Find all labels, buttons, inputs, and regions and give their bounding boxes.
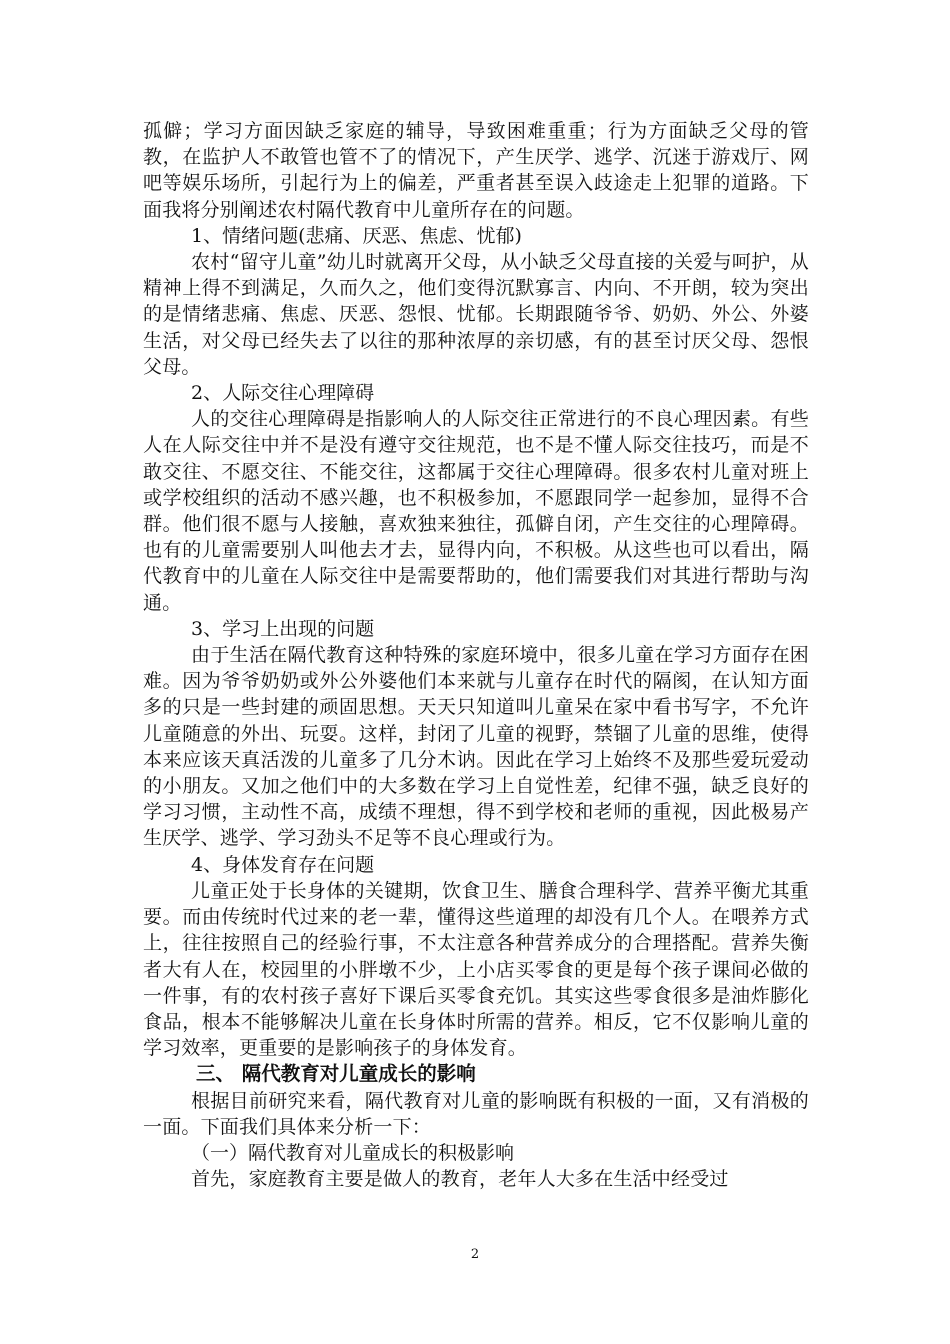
heading-learning-problems: 3、学习上出现的问题	[191, 617, 375, 640]
heading-physical-development: 4、身体发育存在问题	[191, 853, 375, 876]
heading-social-barriers: 2、人际交往心理障碍	[191, 382, 375, 405]
intro-continuation-paragraph: 孤僻；学习方面因缺乏家庭的辅导，导致困难重重；行为方面缺乏父母的管教，在监护人不敢管也管不了的情况下，产生厌学、逃学、沉迷于游戏厅、网吧等娱乐场所，引起行为上的偏差，严重者甚至误入歧途走上犯罪的道路。下面我将分别阐述农村隔代教育中儿童所存在的问题。	[143, 120, 809, 221]
section-three-heading: 三、 隔代教育对儿童成长的影响	[196, 1062, 476, 1086]
paragraph-positive-impact: 首先，家庭教育主要是做人的教育，老年人大多在生活中经受过	[191, 1168, 729, 1191]
heading-emotional-problems: 1、情绪问题(悲痛、厌恶、焦虑、忧郁)	[191, 224, 522, 247]
page-number: 2	[470, 1247, 480, 1262]
paragraph-emotional-problems: 农村“留守儿童”幼儿时就离开父母，从小缺乏父母直接的关爱与呵护，从精神上得不到满足，久而久之，他们变得沉默寡言、内向、不开朗，较为突出的是情绪悲痛、焦虑、厌恶、怨恨、忧郁。长期跟随爷爷、奶奶、外公、外婆生活，对父母已经失去了以往的那种浓厚的亲切感，有的甚至讨厌父母、怨恨父母。	[143, 251, 809, 378]
subheading-positive-impact: （一）隔代教育对儿童成长的积极影响	[191, 1141, 515, 1164]
paragraph-section-three-intro: 根据目前研究来看，隔代教育对儿童的影响既有积极的一面，又有消极的一面。下面我们具体来分析一下：	[143, 1089, 809, 1138]
paragraph-learning-problems: 由于生活在隔代教育这种特殊的家庭环境中，很多儿童在学习方面存在困难。因为爷爷奶奶或外公外婆他们本来就与儿童存在时代的隔阂，在认知方面多的只是一些封建的顽固思想。天天只知道叫儿童呆在家中看书写字，不允许儿童随意的外出、玩耍。这样，封闭了儿童的视野，禁锢了儿童的思维，使得本来应该天真活泼的儿童多了几分木讷。因此在学习上始终不及那些爱玩爱动的小朋友。又加之他们中的大多数在学习上自觉性差，纪律不强，缺乏良好的学习习惯，主动性不高，成绩不理想，得不到学校和老师的重视，因此极易产生厌学、逃学、学习劲头不足等不良心理或行为。	[143, 644, 809, 850]
paragraph-social-barriers: 人的交往心理障碍是指影响人的人际交往正常进行的不良心理因素。有些人在人际交往中并不是没有遵守交往规范，也不是不懂人际交往技巧，而是不敢交往、不愿交往、不能交往，这都属于交往心理障碍。很多农村儿童对班上或学校组织的活动不感兴趣，也不积极参加，不愿跟同学一起参加，显得不合群。他们很不愿与人接触，喜欢独来独往，孤僻自闭，产生交往的心理障碍。也有的儿童需要别人叫他去才去，显得内向，不积极。从这些也可以看出，隔代教育中的儿童在人际交往中是需要帮助的，他们需要我们对其进行帮助与沟通。	[143, 408, 809, 614]
paragraph-physical-development: 儿童正处于长身体的关键期，饮食卫生、膳食合理科学、营养平衡尤其重要。而由传统时代过来的老一辈，懂得这些道理的却没有几个人。在喂养方式上，往往按照自己的经验行事，不太注意各种营养成分的合理搭配。营养失衡者大有人在，校园里的小胖墩不少，上小店买零食的更是每个孩子课间必做的一件事，有的农村孩子喜好下课后买零食充饥。其实这些零食很多是油炸膨化食品，根本不能够解决儿童在长身体时所需的营养。相反，它不仅影响儿童的学习效率，更重要的是影响孩子的身体发育。	[143, 879, 809, 1060]
document-page	[143, 118, 809, 1192]
